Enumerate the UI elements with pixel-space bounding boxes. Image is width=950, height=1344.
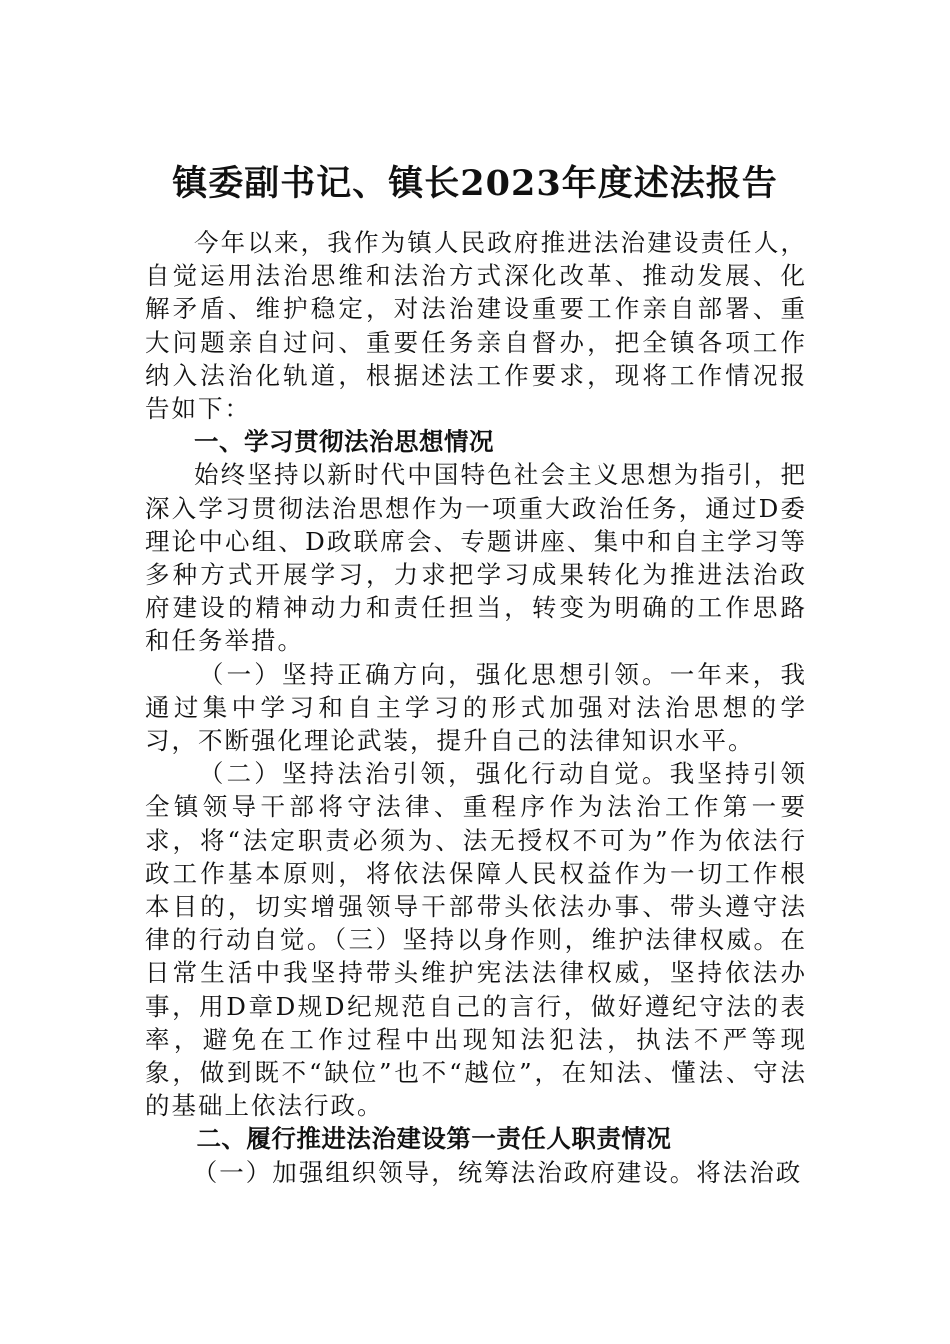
section-1-item-1: （一）坚持正确方向，强化思想引领。一年来，我通过集中学习和自主学习的形式加强对法治思想的学习，不断强化理论武装，提升自己的法律知识水平。 [145,659,807,756]
document-body [145,226,807,1189]
section-heading-2: 二、履行推进法治建设第一责任人职责情况 [196,1124,672,1154]
section-1-paragraph: 始终坚持以新时代中国特色社会主义思想为指引，把深入学习贯彻法治思想作为一项重大政治任务，通过D委理论中心组、D政联席会、专题讲座、集中和自主学习等多种方式开展学习，力求把学习成果转化为推进法治政府建设的精神动力和责任担当，转变为明确的工作思路和任务举措。 [145,460,807,656]
section-heading-1: 一、学习贯彻法治思想情况 [194,427,494,457]
intro-paragraph: 今年以来，我作为镇人民政府推进法治建设责任人，自觉运用法治思维和法治方式深化改革、推动发展、化解矛盾、维护稳定，对法治建设重要工作亲自部署、重大问题亲自过问、重要任务亲自督办，把全镇各项工作纳入法治化轨道，根据述法工作要求，现将工作情况报告如下： [145,228,807,424]
section-1-item-2: （二）坚持法治引领，强化行动自觉。我坚持引领全镇领导干部将守法律、重程序作为法治工作第一要求，将“法定职责必须为、法无授权不可为”作为依法行政工作基本原则，将依法保障人民权益作为一切工作根本目的，切实增强领导干部带头依法办事、带头遵守法律的行动自觉。（三）坚持以身作则，维护法律权威。在日常生活中我坚持带头维护宪法法律权威，坚持依法办事，用D章D规D纪规范自己的言行，做好遵纪守法的表率，避免在工作过程中出现知法犯法，执法不严等现象，做到既不“缺位”也不“越位”，在知法、懂法、守法的基础上依法行政。 [145,759,807,1121]
section-2-item-1: （一）加强组织领导，统筹法治政府建设。将法治政 [192,1157,803,1187]
document-title: 镇委副书记、镇长2023年度述法报告 [172,163,778,204]
